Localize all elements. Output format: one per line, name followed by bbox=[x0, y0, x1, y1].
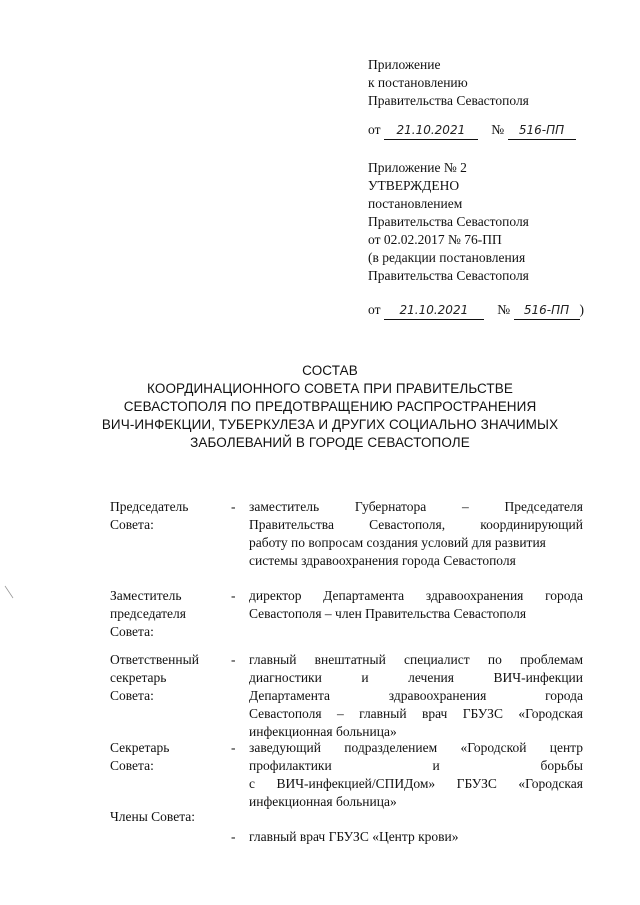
annex-num-value: 516-ПП bbox=[514, 301, 580, 320]
member-desc-line: Севастополя – главный врач ГБУЗС «Городская bbox=[249, 706, 583, 721]
title-line-3: СЕВАСТОПОЛЯ ПО ПРЕДОТВРАЩЕНИЮ РАСПРОСТРАНЕНИЯ bbox=[123, 399, 537, 414]
member-description bbox=[249, 828, 583, 846]
member-role bbox=[110, 651, 225, 705]
annex-line-4: Правительства Севастополя bbox=[368, 214, 529, 229]
member-dash: - bbox=[231, 588, 236, 603]
member-description bbox=[249, 651, 583, 741]
member-role-line: Совета: bbox=[110, 624, 154, 639]
member-desc-line: инфекционная больница» bbox=[249, 724, 397, 739]
member-desc-line: главный врач ГБУЗС «Центр крови» bbox=[249, 829, 459, 844]
member-desc-line: Департамента здравоохранения города bbox=[249, 688, 583, 703]
header-line-1: Приложение bbox=[368, 57, 441, 72]
header-line-3: Правительства Севастополя bbox=[368, 93, 529, 108]
annex-line-1: Приложение № 2 bbox=[368, 160, 467, 175]
member-desc-line: директор Департамента здравоохранения города bbox=[249, 588, 583, 603]
title-line-1: СОСТАВ bbox=[302, 363, 358, 378]
header-num-value: 516-ПП bbox=[508, 121, 576, 140]
member-desc-line: главный внештатный специалист по проблемам bbox=[249, 652, 583, 667]
member-description bbox=[249, 587, 583, 623]
member-dash: - bbox=[231, 499, 236, 514]
annex-line-3: постановлением bbox=[368, 196, 463, 211]
member-role bbox=[110, 739, 225, 775]
member-description bbox=[249, 498, 583, 570]
header-date-value: 21.10.2021 bbox=[384, 121, 478, 140]
member-role-line: Председатель bbox=[110, 499, 189, 514]
header-num-prefix: № bbox=[491, 122, 505, 137]
header-date-prefix: от bbox=[368, 122, 381, 137]
annex-line-7: Правительства Севастополя bbox=[368, 268, 529, 283]
member-role-line: председателя bbox=[110, 606, 186, 621]
member-desc-line: Правительства Севастополя, координирующий bbox=[249, 517, 583, 532]
member-role-line: Совета: bbox=[110, 688, 154, 703]
member-desc-line: заведующий подразделением «Городской центр bbox=[249, 740, 583, 755]
annex-date-prefix: от bbox=[368, 302, 381, 317]
member-desc-line: инфекционная больница» bbox=[249, 794, 397, 809]
member-role bbox=[110, 587, 225, 641]
annex-num-prefix: № bbox=[497, 302, 511, 317]
member-role-line: Ответственный bbox=[110, 652, 199, 667]
annex-date-line bbox=[368, 301, 584, 320]
member-desc-line: с ВИЧ-инфекцией/СПИДом» ГБУЗС «Городская bbox=[249, 776, 583, 791]
annex-line-5: от 02.02.2017 № 76-ПП bbox=[368, 232, 502, 247]
title-line-4: ВИЧ-ИНФЕКЦИИ, ТУБЕРКУЛЕЗА И ДРУГИХ СОЦИАЛЬНО ЗНАЧИМЫХ bbox=[101, 417, 559, 432]
member-desc-line: системы здравоохранения города Севастополя bbox=[249, 553, 516, 568]
annex-date-value: 21.10.2021 bbox=[384, 301, 484, 320]
member-desc-line: Севастополя – член Правительства Севастополя bbox=[249, 606, 527, 621]
header-date-line bbox=[368, 121, 576, 140]
scan-mark-icon bbox=[4, 585, 14, 599]
member-dash: - bbox=[231, 829, 236, 844]
member-role bbox=[110, 498, 225, 534]
member-desc-line: заместитель Губернатора – Председателя bbox=[249, 499, 583, 514]
annex-close-paren: ) bbox=[579, 302, 584, 317]
title-line-2: КООРДИНАЦИОННОГО СОВЕТА ПРИ ПРАВИТЕЛЬСТВЕ bbox=[147, 381, 513, 396]
member-role-line: Заместитель bbox=[110, 588, 182, 603]
member-dash: - bbox=[231, 652, 236, 667]
member-description bbox=[249, 739, 583, 811]
member-role-line: секретарь bbox=[110, 670, 167, 685]
member-desc-line: профилактики и борьбы bbox=[249, 758, 583, 773]
member-dash: - bbox=[231, 740, 236, 755]
member-role-line: Совета: bbox=[110, 517, 154, 532]
header-line-2: к постановлению bbox=[368, 75, 468, 90]
annex-line-6: (в редакции постановления bbox=[368, 250, 526, 265]
member-desc-line: работу по вопросам создания условий для развития bbox=[249, 535, 546, 550]
member-role-line: Секретарь bbox=[110, 740, 170, 755]
members-label: Члены Совета: bbox=[110, 809, 196, 824]
member-desc-line: диагностики и лечения ВИЧ-инфекции bbox=[249, 670, 583, 685]
title-line-5: ЗАБОЛЕВАНИЙ В ГОРОДЕ СЕВАСТОПОЛЕ bbox=[190, 435, 470, 450]
annex-line-2: УТВЕРЖДЕНО bbox=[368, 178, 460, 193]
member-role-line: Совета: bbox=[110, 758, 154, 773]
